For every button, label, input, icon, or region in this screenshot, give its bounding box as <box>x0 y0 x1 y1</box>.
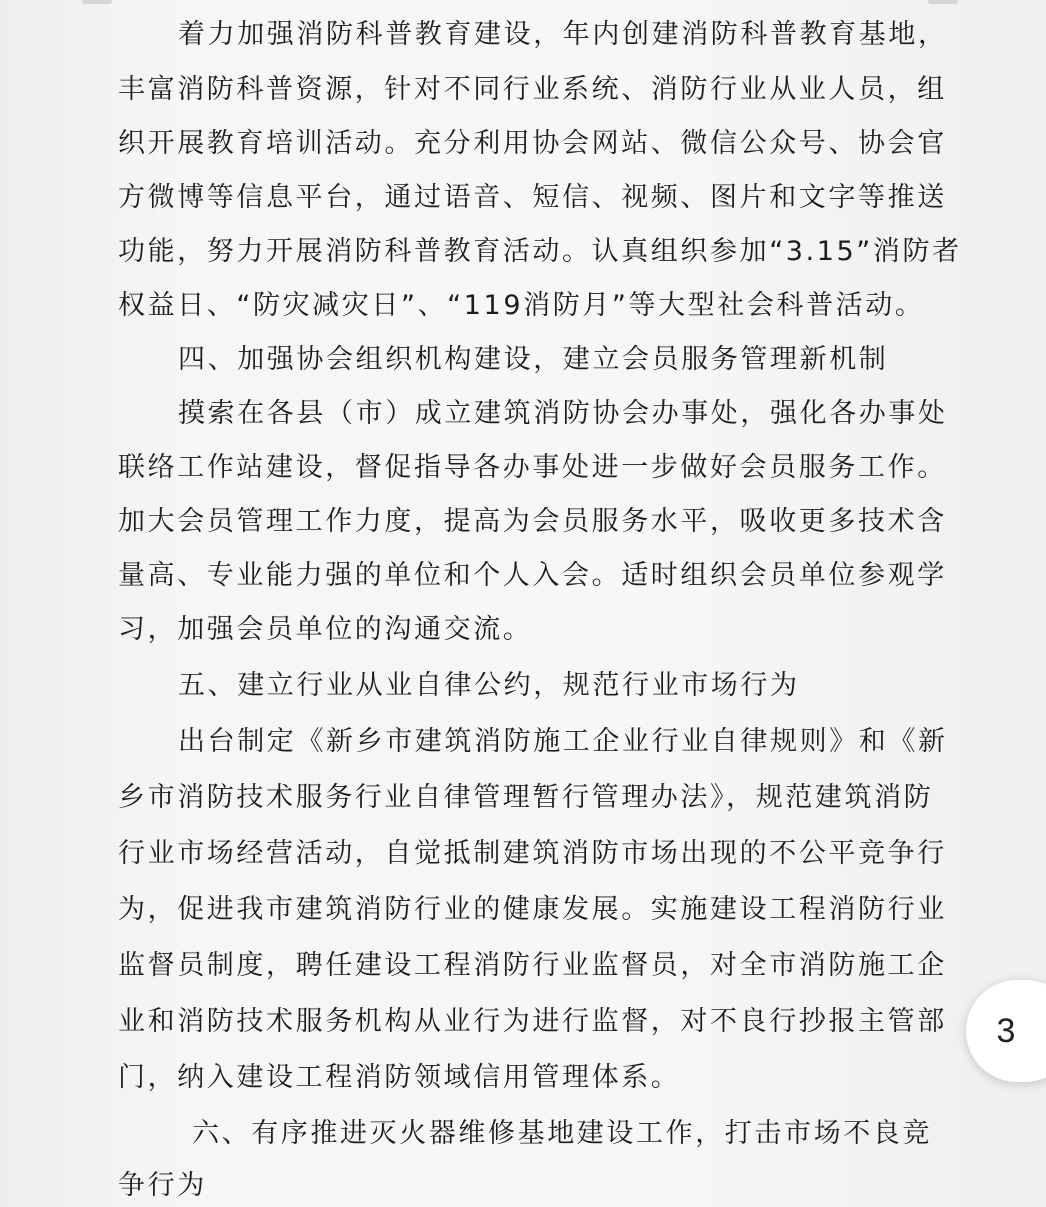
paragraph-line: 为，促进我市建筑消防行业的健康发展。实施建设工程消防行业 <box>118 894 947 925</box>
paragraph-line: 出台制定《新乡市建筑消防施工企业行业自律规则》和《新 <box>178 726 948 757</box>
page-number-badge[interactable] <box>966 980 1046 1082</box>
page-number: 3 <box>996 1012 1016 1050</box>
paragraph-line: 加大会员管理工作力度，提高为会员服务水平，吸收更多技术含 <box>118 506 947 537</box>
paragraph-line: 门，纳入建设工程消防领域信用管理体系。 <box>118 1062 681 1093</box>
section-heading: 六、有序推进灭火器维修基地建设工作，打击市场不良竞 <box>192 1118 932 1149</box>
paragraph-line: 行业市场经营活动，自觉抵制建筑消防市场出现的不公平竞争行 <box>118 838 947 869</box>
paragraph-line: 业和消防技术服务机构从业行为进行监督，对不良行抄报主管部 <box>118 1006 947 1037</box>
section-heading: 四、加强协会组织机构建设，建立会员服务管理新机制 <box>178 344 889 375</box>
paragraph-line: 织开展教育培训活动。充分利用协会网站、微信公众号、协会官 <box>118 128 947 159</box>
section-heading-continuation: 争行为 <box>118 1170 207 1201</box>
paragraph-line: 量高、专业能力强的单位和个人入会。适时组织会员单位参观学 <box>118 560 947 591</box>
paragraph-line: 方微博等信息平台，通过语音、短信、视频、图片和文字等推送 <box>118 182 947 213</box>
paragraph-line: 着力加强消防科普教育建设，年内创建消防科普教育基地， <box>178 19 948 50</box>
paragraph-line: 丰富消防科普资源，针对不同行业系统、消防行业从业人员，组 <box>118 74 947 105</box>
paragraph-line: 摸索在各县（市）成立建筑消防协会办事处，强化各办事处 <box>178 398 948 429</box>
paragraph-line: 权益日、“防灾减灾日”、“119消防月”等大型社会科普活动。 <box>118 290 925 321</box>
paragraph-line: 监督员制度，聘任建设工程消防行业监督员，对全市消防施工企 <box>118 950 947 981</box>
paragraph-line: 乡市消防技术服务行业自律管理暂行管理办法》，规范建筑消防 <box>118 782 934 813</box>
section-heading: 五、建立行业从业自律公约，规范行业市场行为 <box>178 670 800 701</box>
top-edge-mark-left <box>82 0 112 4</box>
paragraph-line: 功能，努力开展消防科普教育活动。认真组织参加“3.15”消防者 <box>118 236 962 267</box>
paragraph-line: 联络工作站建设，督促指导各办事处进一步做好会员服务工作。 <box>118 452 947 483</box>
paragraph-line: 习，加强会员单位的沟通交流。 <box>118 614 533 645</box>
top-edge-mark-right <box>928 0 958 4</box>
